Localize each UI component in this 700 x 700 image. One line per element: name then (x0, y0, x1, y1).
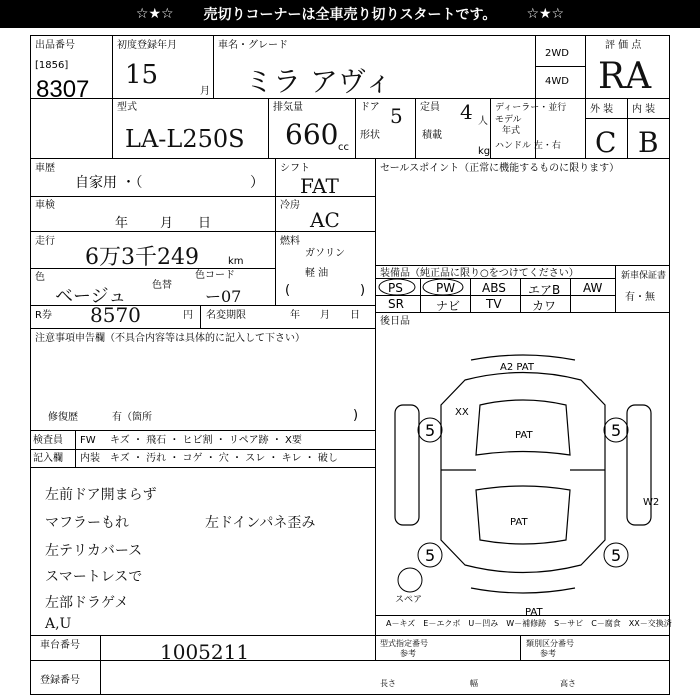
ref-label-2: 参考 (540, 649, 556, 658)
equip-airbag: エアB (528, 283, 561, 297)
mileage: 6万3千249 (85, 245, 199, 270)
wd-divider (535, 66, 585, 67)
handle-label: ハンドル 左・右 (495, 141, 561, 151)
fuel-bracket-right: ) (360, 283, 366, 298)
dealer-label: ディーラー・並行 (495, 103, 567, 113)
model-code: LA-L250S (125, 125, 245, 153)
seats: 4 (460, 100, 473, 124)
equipment-circles (375, 278, 615, 312)
name-change-label: 名変期限 (206, 310, 246, 321)
note-5: スマートレスで (45, 569, 143, 585)
aircon-label: 冷房 (280, 200, 300, 211)
equip-sr: SR (388, 297, 404, 311)
note-2: マフラーもれ (45, 515, 129, 531)
cc-unit: cc (338, 142, 349, 153)
recycle-label: R券 (35, 310, 52, 321)
shaken-month-label: 月 (160, 216, 174, 231)
equipment-label: 装備品（純正品に限り○をつけてください） (380, 268, 579, 279)
registration-number-label: 登録番号 (40, 675, 80, 686)
history-value: 自家用 ・（ (75, 175, 143, 191)
car-name: ミラ アヴィ (245, 65, 393, 98)
warranty-value: 有・無 (625, 292, 655, 303)
interior-label: 内 装 (632, 104, 656, 115)
kg-unit: kg (478, 146, 491, 157)
length-label: 長さ (380, 679, 396, 688)
name-change-month: 月 (320, 310, 330, 321)
doors-label: ドア (360, 102, 380, 113)
lot-sub-label: [1856] (35, 60, 69, 71)
new-warranty-label: 新車保証書 (621, 271, 667, 281)
mileage-label: 走行 (35, 236, 55, 247)
name-change-year: 年 (290, 310, 300, 321)
fw-items: キズ ・ 飛石 ・ ヒビ割 ・ リペア跡 ・ X要 (110, 435, 302, 446)
height-label: 高さ (560, 679, 576, 688)
displacement-label: 排気量 (273, 102, 303, 113)
diesel-label: 軽 油 (305, 268, 329, 279)
type-code-label: 型式指定番号 (380, 639, 428, 648)
lot-number-label: 出品番号 (35, 40, 75, 51)
damage-legend: A－キズ E－エクボ U－凹み W－補修跡 S－サビ C－腐食 XX－交換済 (386, 619, 672, 628)
map-label-xx: XX (455, 407, 469, 418)
map-label-mid: PAT (510, 517, 528, 528)
shift-value: FAT (300, 174, 339, 198)
car-damage-map (375, 330, 670, 615)
fw-label: FW (80, 435, 96, 446)
2wd-label: 2WD (545, 48, 569, 59)
color-code: ー07 (205, 287, 242, 306)
doors: 5 (390, 104, 403, 128)
exterior-label: 外 装 (590, 104, 614, 115)
banner-stars-right: ☆★☆ (526, 6, 565, 22)
equip-navi: ナビ (436, 299, 461, 313)
exterior-grade: C (595, 126, 617, 159)
width-label: 幅 (470, 679, 478, 688)
recycle-fee: 8570 (90, 303, 141, 327)
shift-label: シフト (280, 163, 310, 174)
entry-label: 記入欄 (33, 453, 63, 464)
note-4: 左テリカバース (45, 543, 143, 559)
inspector-label: 検査員 (33, 435, 63, 446)
interior-items: キズ ・ 汚れ ・ コゲ ・ 穴 ・ スレ ・ キレ ・ 破し (110, 453, 338, 464)
car-name-label: 車名・グレード (218, 40, 288, 51)
persons-unit: 人 (478, 116, 488, 127)
shaken-day-label: 日 (198, 216, 212, 231)
first-registration-label: 初度登録年月 (117, 40, 177, 51)
tire-rl: 5 (425, 546, 436, 565)
equip-pw: PW (436, 281, 456, 295)
note-1: 左前ドア開まらず (45, 487, 157, 503)
note-6: 左部ドラゲメ (45, 595, 129, 611)
shape-label: 形状 (360, 130, 380, 141)
aircon-value: AC (310, 208, 340, 232)
chassis-label: 車台番号 (40, 640, 80, 651)
repaint-label: 色替 (152, 280, 172, 291)
header-banner (0, 0, 700, 28)
fuel-bracket-left: ( (285, 283, 291, 298)
interior-grade: B (638, 126, 659, 159)
spare-label: スペア (395, 595, 423, 605)
grade-score: RA (598, 56, 652, 97)
tire-fr: 5 (611, 421, 622, 440)
interior-row-label: 内装 (80, 453, 100, 464)
model-label: 型式 (117, 102, 137, 113)
equip-aw: AW (583, 281, 603, 295)
loading-label: 積載 (422, 130, 442, 141)
history-close: ） (250, 175, 264, 191)
nen-shiki-label: 年式 (502, 126, 521, 136)
repair-label: 修復歴 (48, 412, 78, 423)
banner-title: 売切りコーナーは全車売り切りスタートです。 (203, 7, 497, 23)
fuel-label: 燃料 (280, 236, 300, 247)
4wd-label: 4WD (545, 76, 569, 87)
capacity-label: 定員 (420, 102, 440, 113)
shaken-year-label: 年 (115, 216, 129, 231)
gasoline-label: ガソリン (305, 248, 345, 259)
map-label-rear: PAT (525, 607, 543, 615)
note-3: 左ドインパネ歪み (205, 515, 316, 531)
color-value: ベージュ (55, 286, 127, 307)
map-label-w: W2 (643, 497, 660, 508)
map-label-roof: PAT (515, 430, 533, 441)
banner-stars-left: ☆★☆ (135, 6, 174, 22)
km-unit: km (228, 256, 244, 267)
yen-unit: 円 (183, 310, 193, 321)
grade-label: 評 価 点 (605, 40, 642, 51)
ref-label-1: 参考 (400, 649, 416, 658)
month-label: 月 (200, 86, 210, 97)
equip-leather: カワ (532, 299, 557, 313)
displacement: 660 (285, 118, 339, 151)
name-change-day: 日 (350, 310, 360, 321)
tire-rr: 5 (611, 546, 622, 565)
first-registration-year: 15 (125, 60, 159, 90)
notes-label: 注意事項申告欄（不具合内容等は具体的に記入して下さい） (35, 333, 305, 344)
history-label: 車歴 (35, 163, 55, 174)
shaken-label: 車検 (35, 200, 55, 211)
equip-tv: TV (486, 297, 502, 311)
model-year-label: モデル (495, 115, 522, 125)
class-code-label: 類別区分番号 (526, 639, 574, 648)
tire-fl: 5 (425, 421, 436, 440)
note-7: A,U (45, 616, 72, 632)
equip-ps: PS (388, 281, 403, 295)
equip-abs: ABS (482, 281, 506, 295)
registration-label: 後日品 (380, 316, 410, 327)
sales-point-label: セールスポイント（正常に機能するものに限ります） (380, 163, 620, 174)
color-label: 色 (35, 272, 45, 283)
map-label-a: A2 PAT (500, 362, 534, 373)
chassis-number: 1005211 (160, 640, 250, 664)
repair-value: 有（箇所 (112, 412, 152, 423)
color-code-label: 色コード (195, 270, 235, 281)
repair-bracket: ) (353, 408, 359, 423)
lot-number: 8307 (36, 76, 90, 103)
